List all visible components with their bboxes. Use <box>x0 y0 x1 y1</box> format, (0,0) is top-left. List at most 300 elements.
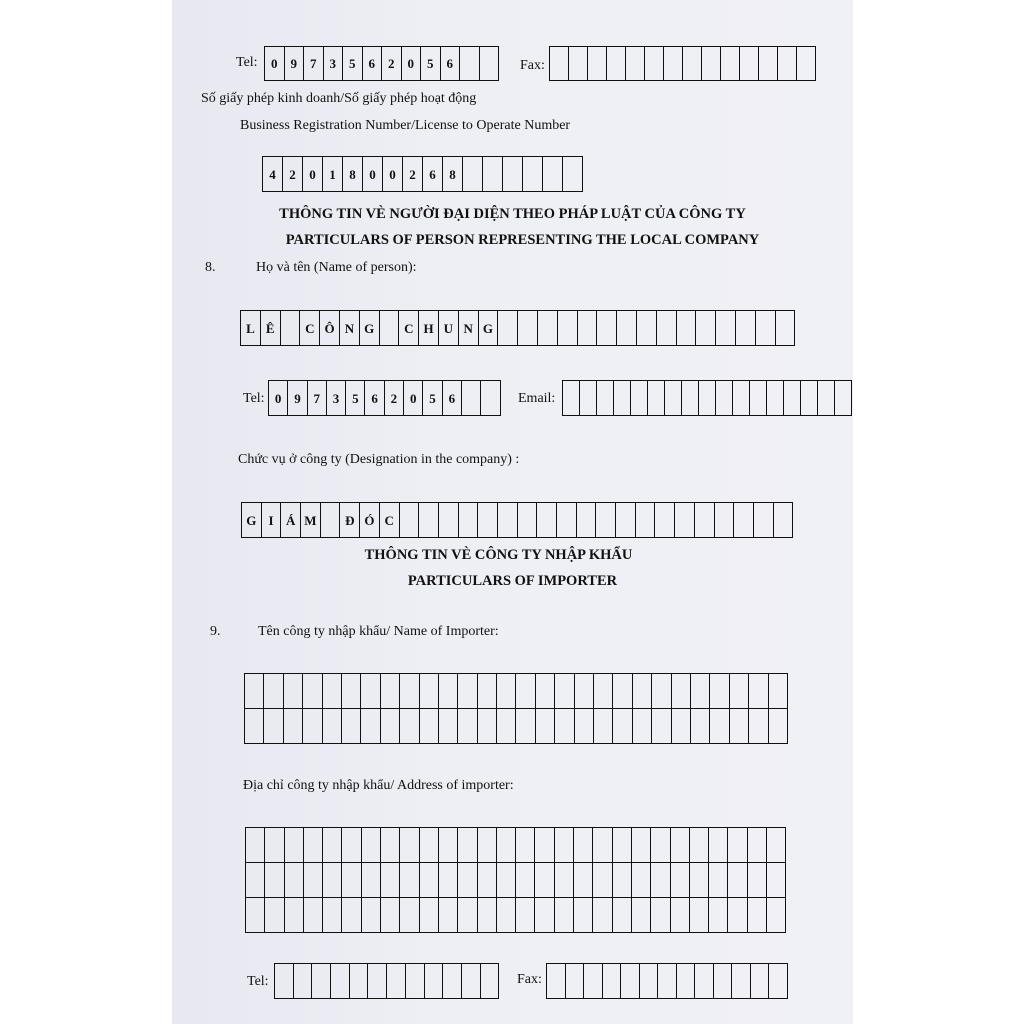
character-box[interactable] <box>400 828 419 863</box>
character-box[interactable] <box>728 828 747 863</box>
importer-address-boxes[interactable] <box>245 827 786 933</box>
character-box[interactable] <box>420 674 439 709</box>
character-box[interactable] <box>677 311 697 346</box>
character-box[interactable] <box>400 503 420 538</box>
character-box[interactable] <box>284 709 303 744</box>
importer-name-boxes[interactable] <box>244 673 788 744</box>
character-box[interactable] <box>387 964 406 999</box>
character-box[interactable] <box>574 863 593 898</box>
character-box[interactable] <box>616 503 636 538</box>
character-box[interactable] <box>797 47 816 81</box>
character-box[interactable] <box>323 709 342 744</box>
character-box[interactable] <box>420 898 439 933</box>
character-box[interactable] <box>557 503 577 538</box>
character-box[interactable] <box>497 828 516 863</box>
character-box[interactable] <box>381 828 400 863</box>
character-box[interactable]: 8 <box>443 157 463 192</box>
character-box[interactable] <box>265 863 284 898</box>
character-box[interactable] <box>537 503 557 538</box>
character-box[interactable] <box>645 47 664 81</box>
character-box[interactable] <box>400 863 419 898</box>
character-box[interactable] <box>702 47 721 81</box>
character-box[interactable] <box>651 828 670 863</box>
character-box[interactable] <box>420 863 439 898</box>
character-box[interactable] <box>459 503 479 538</box>
character-box[interactable] <box>342 709 361 744</box>
character-box[interactable] <box>555 828 574 863</box>
character-box[interactable]: G <box>479 311 499 346</box>
character-box[interactable] <box>769 964 788 999</box>
character-box[interactable] <box>683 47 702 81</box>
importer-tel-boxes[interactable] <box>274 963 499 999</box>
character-box[interactable] <box>304 828 323 863</box>
character-box[interactable] <box>439 898 458 933</box>
character-box[interactable] <box>672 709 691 744</box>
character-box[interactable] <box>245 709 264 744</box>
character-box[interactable]: C <box>300 311 320 346</box>
character-box[interactable] <box>633 674 652 709</box>
character-box[interactable] <box>671 828 690 863</box>
character-box[interactable] <box>733 381 750 416</box>
character-box[interactable] <box>555 898 574 933</box>
character-box[interactable]: G <box>242 503 262 538</box>
character-box[interactable] <box>607 47 626 81</box>
character-box[interactable]: 1 <box>323 157 343 192</box>
character-box[interactable] <box>478 863 497 898</box>
character-box[interactable]: 6 <box>443 381 462 416</box>
character-box[interactable] <box>381 863 400 898</box>
character-box[interactable]: 0 <box>402 47 422 81</box>
character-box[interactable] <box>304 863 323 898</box>
character-box[interactable] <box>652 709 671 744</box>
character-box[interactable] <box>460 47 480 81</box>
character-box[interactable] <box>593 898 612 933</box>
character-box[interactable] <box>518 503 538 538</box>
character-box[interactable] <box>478 828 497 863</box>
character-box[interactable] <box>458 898 477 933</box>
character-box[interactable] <box>381 898 400 933</box>
character-box[interactable] <box>569 47 588 81</box>
character-box[interactable] <box>784 381 801 416</box>
character-box[interactable] <box>818 381 835 416</box>
character-box[interactable] <box>574 828 593 863</box>
character-box[interactable]: 6 <box>423 157 443 192</box>
character-box[interactable] <box>483 157 503 192</box>
character-box[interactable] <box>621 964 640 999</box>
character-box[interactable] <box>677 964 696 999</box>
character-box[interactable]: 9 <box>285 47 305 81</box>
character-box[interactable] <box>730 709 749 744</box>
character-box[interactable] <box>503 157 523 192</box>
character-box[interactable] <box>381 709 400 744</box>
character-box[interactable] <box>575 674 594 709</box>
character-box[interactable]: 2 <box>283 157 303 192</box>
character-box[interactable] <box>563 381 580 416</box>
character-box[interactable] <box>613 709 632 744</box>
character-box[interactable] <box>563 157 583 192</box>
character-box[interactable] <box>420 828 439 863</box>
character-box[interactable] <box>362 898 381 933</box>
character-box[interactable] <box>603 964 622 999</box>
character-box[interactable] <box>695 503 715 538</box>
importer-fax-boxes[interactable] <box>546 963 788 999</box>
character-box[interactable] <box>740 47 759 81</box>
character-box[interactable] <box>381 674 400 709</box>
character-box[interactable]: H <box>419 311 439 346</box>
character-box[interactable] <box>516 674 535 709</box>
character-box[interactable] <box>264 709 283 744</box>
character-box[interactable] <box>323 863 342 898</box>
character-box[interactable] <box>458 863 477 898</box>
character-box[interactable] <box>756 311 776 346</box>
character-box[interactable] <box>463 157 483 192</box>
character-box[interactable] <box>312 964 331 999</box>
character-box[interactable] <box>632 828 651 863</box>
character-box[interactable] <box>361 709 380 744</box>
character-box[interactable] <box>633 709 652 744</box>
character-box[interactable] <box>636 503 656 538</box>
character-box[interactable] <box>730 674 749 709</box>
character-box[interactable] <box>597 381 614 416</box>
character-box[interactable] <box>478 674 497 709</box>
character-box[interactable] <box>246 863 265 898</box>
character-box[interactable] <box>284 674 303 709</box>
character-box[interactable] <box>748 863 767 898</box>
character-box[interactable] <box>350 964 369 999</box>
character-box[interactable] <box>362 828 381 863</box>
character-box[interactable]: Đ <box>340 503 360 538</box>
character-box[interactable] <box>736 311 756 346</box>
company-fax-boxes[interactable] <box>549 46 816 81</box>
character-box[interactable] <box>516 709 535 744</box>
character-box[interactable]: U <box>439 311 459 346</box>
character-box[interactable] <box>613 828 632 863</box>
character-box[interactable] <box>323 828 342 863</box>
character-box[interactable] <box>516 898 535 933</box>
character-box[interactable] <box>439 863 458 898</box>
character-box[interactable]: 2 <box>382 47 402 81</box>
character-box[interactable] <box>368 964 387 999</box>
person-name-boxes[interactable] <box>240 310 795 346</box>
character-box[interactable] <box>361 674 380 709</box>
character-box[interactable]: 8 <box>343 157 363 192</box>
character-box[interactable] <box>613 674 632 709</box>
character-box[interactable] <box>709 863 728 898</box>
character-box[interactable] <box>584 964 603 999</box>
character-box[interactable]: Á <box>281 503 301 538</box>
character-box[interactable] <box>400 674 419 709</box>
character-box[interactable] <box>695 964 714 999</box>
character-box[interactable] <box>294 964 313 999</box>
character-box[interactable] <box>478 709 497 744</box>
character-box[interactable] <box>478 898 497 933</box>
character-box[interactable] <box>767 863 786 898</box>
character-box[interactable] <box>749 709 768 744</box>
character-box[interactable] <box>497 709 516 744</box>
character-box[interactable] <box>769 709 788 744</box>
character-box[interactable] <box>400 709 419 744</box>
character-box[interactable]: 0 <box>269 381 288 416</box>
character-box[interactable] <box>732 964 751 999</box>
character-box[interactable]: 3 <box>327 381 346 416</box>
character-box[interactable] <box>714 964 733 999</box>
character-box[interactable]: Ê <box>261 311 281 346</box>
character-box[interactable] <box>767 898 786 933</box>
character-box[interactable] <box>555 863 574 898</box>
character-box[interactable] <box>285 898 304 933</box>
character-box[interactable] <box>767 381 784 416</box>
character-box[interactable] <box>285 863 304 898</box>
character-box[interactable] <box>265 898 284 933</box>
character-box[interactable] <box>626 47 645 81</box>
character-box[interactable] <box>558 311 578 346</box>
character-box[interactable] <box>721 47 740 81</box>
character-box[interactable] <box>769 674 788 709</box>
character-box[interactable] <box>275 964 294 999</box>
character-box[interactable] <box>550 47 569 81</box>
character-box[interactable] <box>754 503 774 538</box>
character-box[interactable] <box>658 964 677 999</box>
character-box[interactable]: 6 <box>365 381 384 416</box>
character-box[interactable] <box>710 674 729 709</box>
character-box[interactable] <box>498 311 518 346</box>
character-box[interactable] <box>577 503 597 538</box>
character-box[interactable] <box>516 863 535 898</box>
character-box[interactable] <box>588 47 607 81</box>
character-box[interactable]: Ô <box>320 311 340 346</box>
character-box[interactable] <box>439 674 458 709</box>
character-box[interactable] <box>331 964 350 999</box>
character-box[interactable] <box>709 898 728 933</box>
character-box[interactable] <box>696 311 716 346</box>
character-box[interactable] <box>555 674 574 709</box>
character-box[interactable] <box>497 863 516 898</box>
character-box[interactable] <box>420 709 439 744</box>
character-box[interactable] <box>443 964 462 999</box>
character-box[interactable]: N <box>459 311 479 346</box>
character-box[interactable]: 6 <box>441 47 461 81</box>
character-box[interactable] <box>710 709 729 744</box>
character-box[interactable] <box>342 828 361 863</box>
character-box[interactable] <box>547 964 566 999</box>
character-box[interactable] <box>776 311 796 346</box>
character-box[interactable] <box>690 863 709 898</box>
character-box[interactable] <box>281 311 301 346</box>
character-box[interactable] <box>652 674 671 709</box>
character-box[interactable] <box>400 898 419 933</box>
character-box[interactable]: I <box>262 503 282 538</box>
character-box[interactable] <box>715 503 735 538</box>
character-box[interactable] <box>671 898 690 933</box>
character-box[interactable] <box>691 709 710 744</box>
character-box[interactable] <box>462 964 481 999</box>
character-box[interactable]: 0 <box>265 47 285 81</box>
character-box[interactable] <box>699 381 716 416</box>
character-box[interactable]: 3 <box>324 47 344 81</box>
character-box[interactable] <box>648 381 665 416</box>
character-box[interactable]: 2 <box>385 381 404 416</box>
character-box[interactable] <box>538 311 558 346</box>
character-box[interactable]: C <box>380 503 400 538</box>
character-box[interactable]: 0 <box>363 157 383 192</box>
character-box[interactable] <box>380 311 400 346</box>
character-box[interactable] <box>480 47 500 81</box>
character-box[interactable] <box>342 674 361 709</box>
character-box[interactable]: 5 <box>346 381 365 416</box>
character-box[interactable] <box>323 674 342 709</box>
character-box[interactable] <box>749 674 768 709</box>
character-box[interactable] <box>690 828 709 863</box>
character-box[interactable] <box>265 828 284 863</box>
character-box[interactable] <box>578 311 598 346</box>
character-box[interactable] <box>458 828 477 863</box>
character-box[interactable] <box>594 709 613 744</box>
character-box[interactable] <box>632 898 651 933</box>
character-box[interactable] <box>728 898 747 933</box>
designation-boxes[interactable] <box>241 502 793 538</box>
character-box[interactable] <box>682 381 699 416</box>
person-email-boxes[interactable] <box>562 380 852 416</box>
character-box[interactable] <box>751 964 770 999</box>
character-box[interactable]: 7 <box>308 381 327 416</box>
character-box[interactable] <box>536 674 555 709</box>
character-box[interactable] <box>614 381 631 416</box>
character-box[interactable] <box>767 828 786 863</box>
character-box[interactable] <box>303 709 322 744</box>
character-box[interactable] <box>750 381 767 416</box>
character-box[interactable] <box>543 157 563 192</box>
character-box[interactable] <box>734 503 754 538</box>
character-box[interactable] <box>481 964 500 999</box>
company-tel-boxes[interactable] <box>264 46 499 81</box>
character-box[interactable] <box>759 47 778 81</box>
character-box[interactable]: C <box>399 311 419 346</box>
character-box[interactable] <box>285 828 304 863</box>
character-box[interactable] <box>535 863 554 898</box>
character-box[interactable] <box>439 709 458 744</box>
character-box[interactable] <box>728 863 747 898</box>
character-box[interactable] <box>462 381 481 416</box>
character-box[interactable]: Ó <box>360 503 380 538</box>
character-box[interactable]: 6 <box>363 47 383 81</box>
character-box[interactable] <box>671 863 690 898</box>
character-box[interactable] <box>640 964 659 999</box>
character-box[interactable] <box>419 503 439 538</box>
character-box[interactable] <box>691 674 710 709</box>
character-box[interactable] <box>748 898 767 933</box>
character-box[interactable] <box>458 709 477 744</box>
character-box[interactable] <box>593 863 612 898</box>
character-box[interactable] <box>580 381 597 416</box>
character-box[interactable] <box>535 898 554 933</box>
character-box[interactable] <box>748 828 767 863</box>
character-box[interactable] <box>342 863 361 898</box>
character-box[interactable] <box>535 828 554 863</box>
character-box[interactable]: 0 <box>404 381 423 416</box>
character-box[interactable] <box>665 381 682 416</box>
character-box[interactable] <box>246 898 265 933</box>
character-box[interactable] <box>303 674 322 709</box>
character-box[interactable] <box>439 503 459 538</box>
character-box[interactable] <box>321 503 341 538</box>
character-box[interactable] <box>655 503 675 538</box>
character-box[interactable] <box>555 709 574 744</box>
character-box[interactable] <box>245 674 264 709</box>
character-box[interactable] <box>536 709 555 744</box>
character-box[interactable] <box>439 828 458 863</box>
character-box[interactable] <box>342 898 361 933</box>
character-box[interactable] <box>716 381 733 416</box>
character-box[interactable]: 5 <box>343 47 363 81</box>
character-box[interactable]: L <box>241 311 261 346</box>
character-box[interactable] <box>617 311 637 346</box>
character-box[interactable] <box>672 674 691 709</box>
character-box[interactable] <box>516 828 535 863</box>
character-box[interactable] <box>425 964 444 999</box>
character-box[interactable]: 5 <box>423 381 442 416</box>
character-box[interactable] <box>594 674 613 709</box>
character-box[interactable] <box>523 157 543 192</box>
character-box[interactable]: 7 <box>304 47 324 81</box>
character-box[interactable] <box>613 863 632 898</box>
character-box[interactable] <box>264 674 283 709</box>
character-box[interactable]: 0 <box>303 157 323 192</box>
character-box[interactable] <box>631 381 648 416</box>
character-box[interactable] <box>835 381 852 416</box>
character-box[interactable] <box>778 47 797 81</box>
character-box[interactable] <box>575 709 594 744</box>
person-tel-boxes[interactable] <box>268 380 501 416</box>
character-box[interactable] <box>497 898 516 933</box>
character-box[interactable] <box>597 311 617 346</box>
registration-number-boxes[interactable] <box>262 156 583 192</box>
character-box[interactable] <box>613 898 632 933</box>
character-box[interactable]: G <box>360 311 380 346</box>
character-box[interactable] <box>637 311 657 346</box>
character-box[interactable] <box>574 898 593 933</box>
character-box[interactable]: N <box>340 311 360 346</box>
character-box[interactable] <box>478 503 498 538</box>
character-box[interactable] <box>323 898 342 933</box>
character-box[interactable] <box>458 674 477 709</box>
character-box[interactable]: 4 <box>263 157 283 192</box>
character-box[interactable] <box>362 863 381 898</box>
character-box[interactable]: 9 <box>288 381 307 416</box>
character-box[interactable] <box>596 503 616 538</box>
character-box[interactable] <box>651 898 670 933</box>
character-box[interactable] <box>675 503 695 538</box>
character-box[interactable]: 0 <box>383 157 403 192</box>
character-box[interactable] <box>716 311 736 346</box>
character-box[interactable] <box>497 674 516 709</box>
character-box[interactable] <box>709 828 728 863</box>
character-box[interactable] <box>690 898 709 933</box>
character-box[interactable]: M <box>301 503 321 538</box>
character-box[interactable] <box>406 964 425 999</box>
character-box[interactable] <box>664 47 683 81</box>
character-box[interactable] <box>801 381 818 416</box>
character-box[interactable] <box>651 863 670 898</box>
character-box[interactable] <box>481 381 500 416</box>
character-box[interactable] <box>498 503 518 538</box>
character-box[interactable]: 5 <box>421 47 441 81</box>
character-box[interactable] <box>593 828 612 863</box>
character-box[interactable] <box>566 964 585 999</box>
character-box[interactable] <box>246 828 265 863</box>
character-box[interactable] <box>632 863 651 898</box>
character-box[interactable] <box>304 898 323 933</box>
character-box[interactable] <box>657 311 677 346</box>
